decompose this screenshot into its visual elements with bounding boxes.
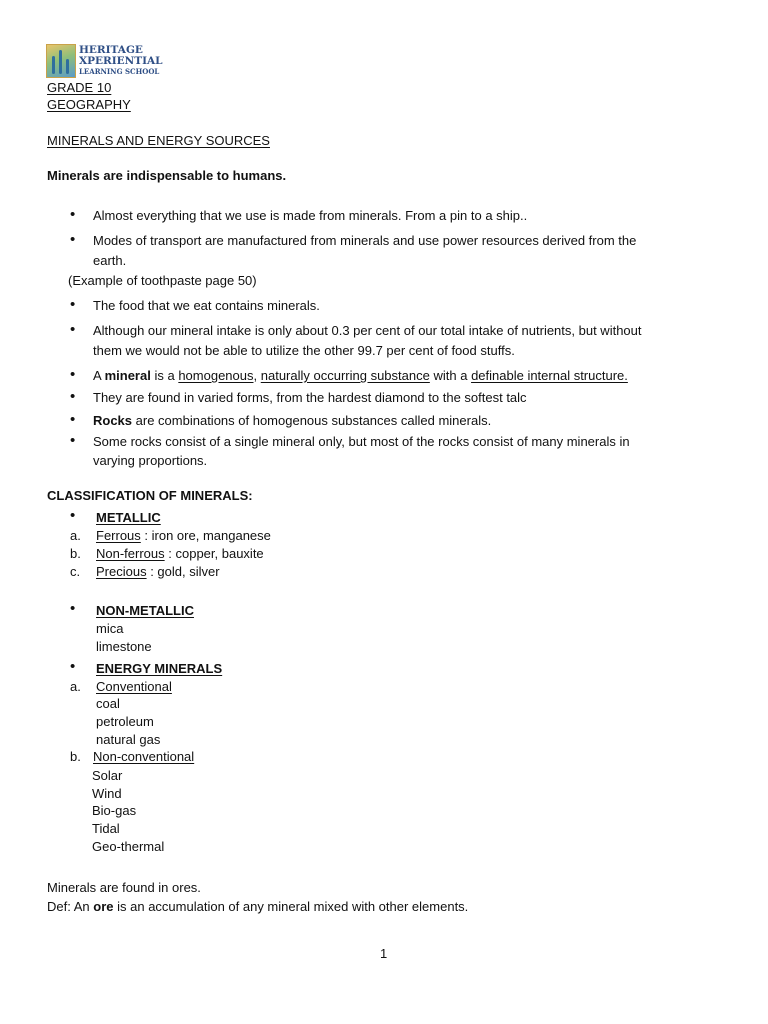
non-conventional-label: Non-conventional	[93, 749, 195, 764]
intro-heading: Minerals are indispensable to humans.	[47, 168, 287, 183]
bullet-8-line-1: Some rocks consist of a single mineral only, but most of the rocks consist of many minerals in	[93, 434, 630, 449]
term-mineral: mineral	[104, 368, 151, 383]
bullet-6: They are found in varied forms, from the hardest diamond to the softest talc	[93, 390, 527, 405]
bullet-icon: •	[70, 432, 76, 449]
subject-label: GEOGRAPHY	[47, 97, 131, 112]
bullet-icon: •	[70, 388, 76, 405]
metallic-item-precious	[96, 564, 220, 580]
logo-line-1: HERITAGE	[79, 44, 143, 56]
text: ,	[253, 368, 258, 383]
bullet-icon: •	[70, 600, 76, 617]
item-detail: : gold, silver	[150, 564, 220, 579]
page-number: 1	[380, 946, 388, 961]
conventional-item: natural gas	[96, 732, 161, 747]
metallic-item-non-ferrous	[96, 546, 264, 562]
page-title: MINERALS AND ENERGY SOURCES	[47, 133, 270, 148]
list-marker: b.	[70, 749, 81, 764]
bullet-1: Almost everything that we use is made from minerals. From a pin to a ship..	[93, 208, 528, 223]
item-detail: : iron ore, manganese	[144, 528, 271, 543]
logo-line-3: LEARNING SCHOOL	[79, 67, 160, 76]
bullet-icon: •	[70, 296, 76, 313]
text: is an accumulation of any mineral mixed with other elements.	[117, 899, 469, 914]
logo-emblem-icon	[46, 44, 76, 78]
bullet-5	[93, 368, 628, 384]
text: A	[93, 368, 101, 383]
metallic-item-ferrous	[96, 528, 271, 544]
item-name: Non-ferrous	[96, 546, 165, 561]
bullet-4-line-2: them we would not be able to utilize the other 99.7 per cent of food stuffs.	[93, 343, 515, 358]
ore-definition	[47, 899, 468, 915]
list-marker: a.	[70, 528, 81, 543]
non-metallic-item: limestone	[96, 639, 152, 654]
bullet-4-line-1: Although our mineral intake is only about 0.3 per cent of our total intake of nutrients, but without	[93, 323, 642, 338]
item-name: Precious	[96, 564, 147, 579]
bullet-icon: •	[70, 321, 76, 338]
non-metallic-item: mica	[96, 621, 124, 636]
bullet-icon: •	[70, 507, 76, 524]
bullet-icon: •	[70, 366, 76, 383]
grade-label: GRADE 10	[47, 80, 112, 95]
ores-sentence: Minerals are found in ores.	[47, 880, 201, 895]
non-conventional-item: Solar	[92, 768, 123, 783]
metallic-heading: METALLIC	[96, 510, 161, 525]
list-marker: a.	[70, 679, 81, 694]
item-detail: : copper, bauxite	[168, 546, 264, 561]
conventional-label: Conventional	[96, 679, 172, 694]
non-conventional-item: Tidal	[92, 821, 120, 836]
item-name: Ferrous	[96, 528, 141, 543]
non-conventional-item: Geo-thermal	[92, 839, 165, 854]
bullet-8-line-2: varying proportions.	[93, 453, 208, 468]
non-metallic-heading: NON-METALLIC	[96, 603, 194, 618]
bullet-2-line-1: Modes of transport are manufactured from minerals and use power resources derived from the	[93, 233, 637, 248]
bullet-icon: •	[70, 231, 76, 248]
text: are combinations of homogenous substances called minerals.	[135, 413, 492, 428]
non-conventional-item: Wind	[92, 786, 122, 801]
energy-minerals-heading: ENERGY MINERALS	[96, 661, 223, 676]
bullet-2-line-2: earth.	[93, 253, 127, 268]
bullet-icon: •	[70, 206, 76, 223]
text: with a	[433, 368, 468, 383]
school-logo	[46, 44, 174, 78]
bullet-7	[93, 413, 491, 429]
text: is a	[154, 368, 175, 383]
term-homogenous: homogenous	[178, 368, 254, 383]
term-ore: ore	[93, 899, 114, 914]
conventional-item: petroleum	[96, 714, 154, 729]
conventional-item: coal	[96, 696, 120, 711]
term-definable-structure: definable internal structure.	[471, 368, 628, 383]
text: Def: An	[47, 899, 90, 914]
non-conventional-item: Bio-gas	[92, 803, 137, 818]
classification-heading: CLASSIFICATION OF MINERALS:	[47, 488, 253, 503]
logo-line-2: XPERIENTIAL	[79, 55, 163, 67]
example-note: (Example of toothpaste page 50)	[68, 273, 257, 288]
bullet-icon: •	[70, 411, 76, 428]
term-naturally-occurring: naturally occurring substance	[260, 368, 430, 383]
list-marker: c.	[70, 564, 81, 579]
term-rocks: Rocks	[93, 413, 133, 428]
bullet-3: The food that we eat contains minerals.	[93, 298, 320, 313]
bullet-icon: •	[70, 658, 76, 675]
list-marker: b.	[70, 546, 81, 561]
